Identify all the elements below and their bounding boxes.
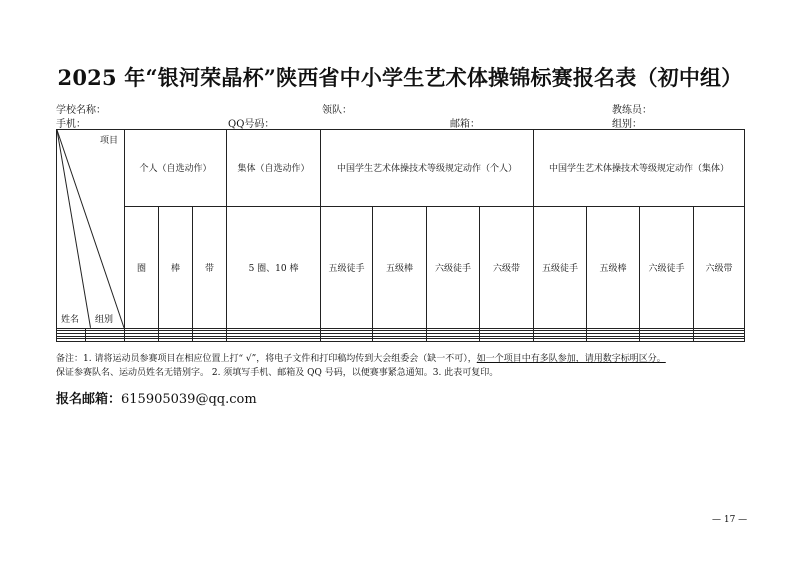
- event-header: 五级徒手: [321, 206, 373, 328]
- coach-label: 教练员：: [612, 105, 652, 116]
- page-number: — 17 —: [712, 515, 748, 525]
- form-title: 2025 年“银河荣晶杯”陕西省中小学生艺术体操锦标赛报名表（初中组）: [57, 65, 743, 90]
- event-header: 六级徒手: [427, 206, 480, 328]
- name-cell: [57, 339, 86, 342]
- corner-header: [57, 130, 125, 329]
- corner-name-label: 姓名: [61, 314, 80, 325]
- event-header: 五级棒: [373, 206, 427, 328]
- event-header: 五级徒手: [534, 206, 587, 328]
- event-cell: [321, 339, 373, 342]
- event-cell: [587, 339, 640, 342]
- event-header: 六级带: [480, 206, 534, 328]
- header-row-events: [57, 206, 745, 328]
- registration-email: [56, 388, 257, 407]
- event-cell: [640, 339, 694, 342]
- event-cell: [427, 339, 480, 342]
- email-address: 615905039@qq.com: [121, 392, 257, 407]
- event-header: 圈: [125, 206, 159, 328]
- group-header-grade-team: 中国学生艺术体操技术等级规定动作（集体）: [534, 130, 745, 207]
- entry-row: [57, 339, 745, 342]
- group-label: 组别：: [612, 119, 642, 130]
- note-line-2: 保证参赛队名、运动员姓名无错别字。 2. 须填写手机、邮箱及 QQ 号码，以便赛事紧急通知。3. 此表可复印。: [56, 368, 499, 378]
- group-header-individual: 个人（自选动作）: [125, 130, 227, 207]
- event-cell: [125, 339, 159, 342]
- header-row-groups: [57, 130, 745, 207]
- event-cell: [534, 339, 587, 342]
- corner-group-label: 组别: [95, 314, 114, 325]
- event-header: 六级徒手: [640, 206, 694, 328]
- note-line-1: [56, 352, 666, 366]
- event-cell: [227, 339, 321, 342]
- event-header: 带: [193, 206, 227, 328]
- school-name-label: 学校名称：: [56, 105, 106, 116]
- event-cell: [159, 339, 193, 342]
- corner-item-label: 项目: [99, 136, 118, 146]
- group-header-team: 集体（自选动作）: [227, 130, 321, 207]
- group-header-grade-individual: 中国学生艺术体操技术等级规定动作（个人）: [321, 130, 534, 207]
- email-label: 报名邮箱：: [56, 392, 122, 407]
- event-header: 棒: [159, 206, 193, 328]
- email-field-label: 邮箱：: [450, 119, 480, 130]
- event-header: 六级带: [694, 206, 745, 328]
- event-cell: [694, 339, 745, 342]
- event-cell: [193, 339, 227, 342]
- team-leader-label: 领队：: [322, 105, 352, 116]
- note-line-1-text: 备注：1. 请将运动员参赛项目在相应位置上打“ √”，将电子文件和打印稿均传到大会组委会（缺一不可），: [56, 354, 477, 364]
- notes: [56, 352, 666, 380]
- phone-label: 手机：: [56, 119, 86, 130]
- note-line-1-underlined: 如一个项目中有多队参加，请用数字标明区分。: [476, 354, 666, 364]
- event-header: 5 圈、10 棒: [227, 206, 321, 328]
- diagonal-lines: [57, 130, 124, 328]
- qq-label: QQ号码：: [228, 119, 275, 130]
- event-cell: [480, 339, 534, 342]
- registration-table: [56, 129, 745, 342]
- group-cell: [86, 339, 125, 342]
- event-header: 五级棒: [587, 206, 640, 328]
- entry-rows: [57, 328, 745, 341]
- event-cell: [373, 339, 427, 342]
